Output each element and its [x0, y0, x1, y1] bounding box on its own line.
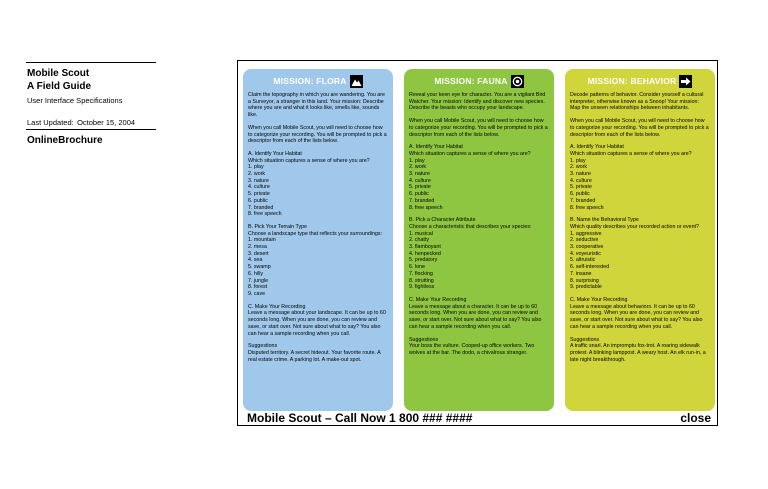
behavior-b-item: 6. self-interested — [570, 264, 610, 271]
flora-a-title: A. Identify Your Habitat — [248, 150, 302, 157]
panel-flora — [243, 69, 393, 411]
flora-b-item: 7. jungle — [248, 277, 269, 284]
spec-subtitle: A Field Guide — [27, 81, 92, 92]
flora-a-item: 7. branded — [248, 204, 274, 211]
flora-intro: Claim the topography in which you are wandering. You are a Surveyor, a stranger in this land. Your mission: Describe where you are and what it looks like, smells like, sounds like. — [248, 92, 385, 119]
behavior-b-item: 3. cooperative — [570, 244, 604, 251]
brochure-frame — [237, 60, 718, 426]
fauna-a-item: 2. work — [409, 164, 427, 171]
panel-behavior-header — [570, 73, 710, 89]
behavior-a-item: 5. private — [570, 184, 592, 191]
call-now-text: Mobile Scout – Call Now 1 800 ### #### — [247, 411, 473, 425]
fauna-b-item: 8. strutting — [409, 277, 434, 284]
flora-section-b — [248, 224, 388, 298]
fauna-b-item: 9. fightless — [409, 284, 435, 291]
flora-b-title: B. Pick Your Terrain Type — [248, 223, 307, 230]
flora-a-item: 4. culture — [248, 184, 270, 191]
panel-behavior-title: MISSION: BEHAVIOR — [587, 76, 677, 86]
fauna-section-b — [409, 217, 549, 291]
behavior-b-item: 5. altruistic — [570, 257, 596, 264]
fauna-intro: Reveal your keen eye for character. You are a vigilant Bird Watcher. Your mission: Identify and discover new species. Describe the beasts who occupy your landscape. — [409, 92, 546, 112]
flora-b-item: 3. desert — [248, 250, 269, 257]
flora-c-title: C. Make Your Recording — [248, 303, 306, 310]
spec-title: Mobile Scout — [27, 68, 90, 79]
panel-behavior — [565, 69, 715, 411]
behavior-b-item: 4. voyeuristic — [570, 250, 601, 257]
behavior-a-item: 4. culture — [570, 177, 592, 184]
fauna-b-item: 1. musical — [409, 230, 433, 237]
fauna-a-item: 6. public — [409, 191, 429, 198]
behavior-a-item: 1. play — [570, 157, 586, 164]
flora-s-text: Disputed territory. A secret hideout. Your favorite route. A real estate crime. A parking lot. A make-out spot. — [248, 349, 381, 363]
page-name: OnlineBrochure — [27, 135, 103, 146]
flora-howto: When you call Mobile Scout, you will need to choose how to categorize your recording. You will be prompted to pick a descriptor from each of the lists below. — [248, 124, 387, 145]
flora-a-item: 6. public — [248, 197, 268, 204]
fauna-b-item: 2. chatty — [409, 237, 430, 244]
spec-doc-type: User Interface Specifications — [27, 96, 123, 105]
fauna-a-question: Which situation captures a sense of where you are? — [409, 150, 531, 157]
fauna-b-item: 7. flocking — [409, 270, 433, 277]
panel-fauna-header — [409, 73, 549, 89]
behavior-a-item: 6. public — [570, 191, 590, 198]
behavior-a-item: 3. nature — [570, 171, 591, 178]
flora-section-a — [248, 151, 388, 218]
flora-b-item: 2. mesa — [248, 244, 267, 251]
fauna-a-title: A. Identify Your Habitat — [409, 144, 463, 151]
fauna-b-item: 5. predatory — [409, 257, 438, 264]
fauna-section-a — [409, 144, 549, 211]
fauna-c-title: C. Make Your Recording — [409, 296, 467, 303]
flora-b-item: 4. sea — [248, 257, 263, 264]
behavior-c-text: Leave a message about behaviors. It can be up to 60 seconds long. When you are done, you can review and save, or start over. Not sure about what to say? You also can hear a sample recording when you call. — [570, 303, 703, 330]
panel-fauna-body — [409, 92, 549, 357]
updated-label: Last Updated: — [27, 118, 74, 127]
behavior-a-item: 2. work — [570, 164, 588, 171]
fauna-c-text: Leave a message about a character. It can be up to 60 seconds long. When you are done, you can review and save, or start over. Not sure about what to say? You also can hear a sample recording when you call. — [409, 303, 542, 330]
fauna-b-title: B. Pick a Character Attribute — [409, 217, 476, 224]
flora-a-item: 2. work — [248, 171, 266, 178]
behavior-s-title: Suggestions — [570, 336, 600, 343]
fauna-a-item: 4. culture — [409, 177, 431, 184]
behavior-howto: When you call Mobile Scout, you will need to choose how to categorize your recording. You will be prompted to pick a descriptor from each of the lists below. — [570, 118, 709, 138]
top-rule — [26, 62, 156, 63]
fauna-b-item: 4. henpecked — [409, 250, 441, 257]
panel-flora-body — [248, 92, 388, 363]
behavior-b-item: 9. predictable — [570, 284, 602, 291]
fauna-a-item: 1. play — [409, 157, 425, 164]
behavior-a-question: Which situation captures a sense of where you are? — [570, 150, 692, 157]
behavior-section-b — [570, 217, 710, 291]
fauna-b-question: Choose a characteristic that describes your species: — [409, 223, 532, 230]
behavior-b-item: 1. aggressive — [570, 230, 602, 237]
fauna-section-c — [409, 297, 549, 331]
panel-flora-title: MISSION: FLORA — [273, 76, 347, 86]
behavior-b-item: 2. seductive — [570, 237, 599, 244]
panel-flora-header — [248, 73, 388, 89]
panel-fauna — [404, 69, 554, 411]
behavior-b-item: 7. insane — [570, 270, 592, 277]
flora-suggestions — [248, 343, 388, 363]
flora-b-item: 1. mountain — [248, 237, 276, 244]
fauna-a-item: 7. branded — [409, 197, 435, 204]
behavior-b-item: 8. surprising — [570, 277, 599, 284]
behavior-intro: Decode patterns of behavior. Consider yourself a cultural interpreter, otherwise known as a Snoop! Your mission: Map the unseen relationships between inhabitants. — [570, 92, 704, 112]
behavior-a-title: A. Identify Your Habitat — [570, 144, 624, 151]
updated-date: October 15, 2004 — [77, 118, 136, 127]
flora-section-c — [248, 304, 388, 338]
flora-c-text: Leave a message about your landscape. It can be up to 60 seconds long. When you are done, you can review and save, or start over. Not sure about what to say? You also can hear a sample recording when you call. — [248, 310, 386, 337]
mountain-icon — [350, 75, 363, 88]
behavior-suggestions — [570, 337, 710, 364]
fauna-b-item: 3. flamboyant — [409, 244, 441, 251]
spec-updated — [27, 118, 135, 128]
middle-rule — [26, 129, 156, 130]
flora-a-question: Which situation captures a sense of where you are? — [248, 157, 370, 164]
flora-s-title: Suggestions — [248, 343, 278, 350]
flora-a-item: 5. private — [248, 191, 270, 198]
flora-a-item: 3. nature — [248, 177, 269, 184]
behavior-section-a — [570, 144, 710, 211]
flora-b-item: 5. swamp — [248, 264, 271, 271]
panel-fauna-title: MISSION: FAUNA — [434, 76, 508, 86]
flora-b-item: 8. forest — [248, 284, 268, 291]
fauna-suggestions — [409, 337, 549, 357]
behavior-b-question: Which quality describes your recorded action or event? — [570, 223, 699, 230]
behavior-a-item: 7. branded — [570, 197, 596, 204]
arrow-right-icon — [679, 75, 692, 88]
panel-behavior-body — [570, 92, 710, 363]
eye-icon — [511, 75, 524, 88]
flora-b-question: Choose a landscape type that reflects your surroundings: — [248, 230, 382, 237]
behavior-a-item: 8. free speech — [570, 204, 604, 211]
fauna-s-text: Your boss the vulture. Cooped-up office workers. Two wolves at the bar. The dodo, a chivalrous stranger. — [409, 343, 535, 356]
fauna-a-item: 3. nature — [409, 171, 430, 178]
flora-a-item: 8. free speech — [248, 211, 282, 218]
fauna-howto: When you call Mobile Scout, you will need to choose how to categorize your recording. You will be prompted to pick a descriptor from each of the lists below. — [409, 118, 548, 138]
flora-a-item: 1. play — [248, 164, 264, 171]
flora-b-item: 6. hilly — [248, 270, 264, 277]
behavior-s-text: A traffic snarl. An impromptu fox-trot. A roaring sidewalk protest. A blinking lamppost. A weary host. An elk run-in, a late night breakthrough. — [570, 343, 706, 363]
close-button[interactable]: close — [680, 411, 711, 425]
behavior-c-title: C. Make Your Recording — [570, 296, 628, 303]
behavior-section-c — [570, 297, 710, 331]
fauna-b-item: 6. lone — [409, 264, 425, 271]
behavior-b-title: B. Name the Behavioral Type — [570, 217, 639, 224]
fauna-a-item: 8. free speech — [409, 204, 443, 211]
fauna-s-title: Suggestions — [409, 336, 439, 343]
flora-b-item: 9. cave — [248, 290, 266, 297]
fauna-a-item: 5. private — [409, 184, 431, 191]
